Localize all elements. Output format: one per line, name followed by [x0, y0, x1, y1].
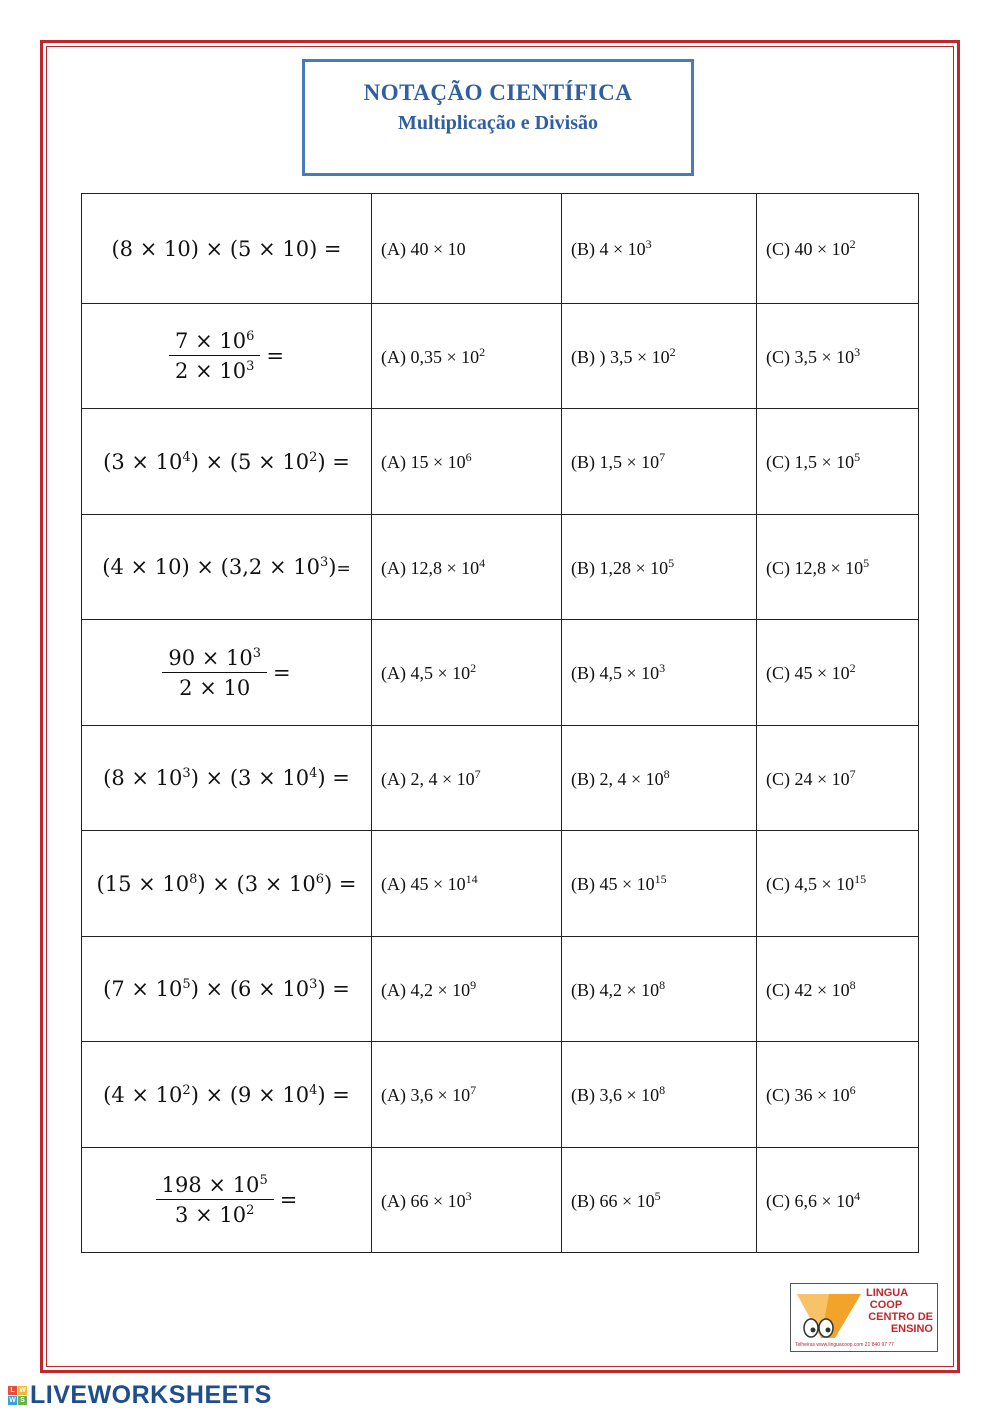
table-row	[82, 194, 919, 304]
table-row	[82, 620, 919, 726]
question-cell: $(8 \times 10^3) \times (3 \times 10^4)$ =	[82, 726, 372, 831]
option-b[interactable]: (B) $3,6 \times 10^8$	[562, 1042, 757, 1148]
option-b[interactable]: (B) 2, $4 \times 10^8$	[562, 726, 757, 831]
table-row	[82, 1148, 919, 1253]
option-c[interactable]: (C) $24 \times 10^7$	[757, 726, 919, 831]
option-b[interactable]: (B) $4,5 \times 10^3$	[562, 620, 757, 726]
liveworksheets-logo-icon: L W W S	[9, 1386, 26, 1404]
option-b[interactable]: (B) $4,2 \times 10^8$	[562, 937, 757, 1042]
option-b[interactable]: (B) $1,28 \times 10^5$	[562, 515, 757, 620]
option-a[interactable]: (A) $0,35 \times 10^2$	[372, 304, 562, 409]
table-row	[82, 726, 919, 831]
option-c[interactable]: (C) $40 \times 10^2$	[757, 194, 919, 304]
question-cell: $(4 \times 10^2) \times (9 \times 10^4)$ =	[82, 1042, 372, 1148]
page-title: NOTAÇÃO CIENTÍFICA	[363, 80, 633, 105]
question-cell: $(3 \times 10^4) \times (5 \times 10^2)$ =	[82, 409, 372, 515]
option-c[interactable]: (C) $12,8 \times 10^5$	[757, 515, 919, 620]
option-c[interactable]: (C) $4,5 \times 10^{15}$	[757, 831, 919, 937]
option-a[interactable]: (A) 40 × 10	[372, 194, 562, 304]
logo-text-bottom: CENTRO DE ENSINO	[868, 1311, 933, 1335]
question-cell: $\frac{7 \times 10^6}{2 \times 10^3}$ =	[82, 304, 372, 409]
option-b[interactable]: (B) $4 \times 10^3$	[562, 194, 757, 304]
option-b[interactable]: (B) $66 \times 10^5$	[562, 1148, 757, 1253]
question-cell: $(7 \times 10^5) \times (6 \times 10^3)$ =	[82, 937, 372, 1042]
question-cell: $\frac{90 \times 10^3}{2 \times 10}$ =	[82, 620, 372, 726]
option-c[interactable]: (C) $6,6 \times 10^4$	[757, 1148, 919, 1253]
option-a[interactable]: (A) 2, $4 \times 10^7$	[372, 726, 562, 831]
option-a[interactable]: (A) $15 \times 10^6$	[372, 409, 562, 515]
fraction: $\frac{90 \times 10^3}{2 \times 10}$	[162, 646, 267, 700]
option-a[interactable]: (A) $45 \times 10^{14}$	[372, 831, 562, 937]
title-box	[302, 59, 694, 176]
logo-text-top: LINGUA COOP	[866, 1287, 909, 1311]
table-row	[82, 409, 919, 515]
question-cell: $(15 \times 10^8) \times (3 \times 10^6)$ =	[82, 831, 372, 937]
question-cell: $(4 \times 10) \times (3,2 \times 10^3)=$	[82, 515, 372, 620]
liveworksheets-brand	[8, 1381, 272, 1409]
option-a[interactable]: (A) $12,8 \times 10^4$	[372, 515, 562, 620]
exercise-table	[81, 193, 919, 1253]
table-row	[82, 831, 919, 937]
page-subtitle: Multiplicação e Divisão	[398, 112, 598, 134]
option-b[interactable]: (B) ) $3,5 \times 10^2$	[562, 304, 757, 409]
option-a[interactable]: (A) $4,2 \times 10^9$	[372, 937, 562, 1042]
fraction: $\frac{198 \times 10^5}{3 \times 10^2}$	[156, 1173, 274, 1227]
option-c[interactable]: (C) $3,5 \times 10^3$	[757, 304, 919, 409]
question-cell: $\frac{198 \times 10^5}{3 \times 10^2}$ =	[82, 1148, 372, 1253]
linguacoop-logo	[790, 1283, 938, 1352]
option-a[interactable]: (A) $3,6 \times 10^7$	[372, 1042, 562, 1148]
option-c[interactable]: (C) $1,5 \times 10^5$	[757, 409, 919, 515]
fraction: $\frac{7 \times 10^6}{2 \times 10^3}$	[169, 329, 260, 383]
logo-footer: Telheiras www.linguacoop.com 21 840 97 77	[795, 1342, 894, 1348]
option-c[interactable]: (C) $42 \times 10^8$	[757, 937, 919, 1042]
liveworksheets-wordmark: LIVEWORKSHEETS	[30, 1380, 272, 1409]
option-b[interactable]: (B) $45 \times 10^{15}$	[562, 831, 757, 937]
option-c[interactable]: (C) $36 \times 10^6$	[757, 1042, 919, 1148]
question-cell: (8 × 10) × (5 × 10) =	[82, 194, 372, 304]
option-a[interactable]: (A) $66 \times 10^3$	[372, 1148, 562, 1253]
option-b[interactable]: (B) $1,5 \times 10^7$	[562, 409, 757, 515]
table-row	[82, 515, 919, 620]
table-row	[82, 937, 919, 1042]
table-row	[82, 304, 919, 409]
table-row	[82, 1042, 919, 1148]
option-c[interactable]: (C) $45 \times 10^2$	[757, 620, 919, 726]
option-a[interactable]: (A) $4,5 \times 10^2$	[372, 620, 562, 726]
